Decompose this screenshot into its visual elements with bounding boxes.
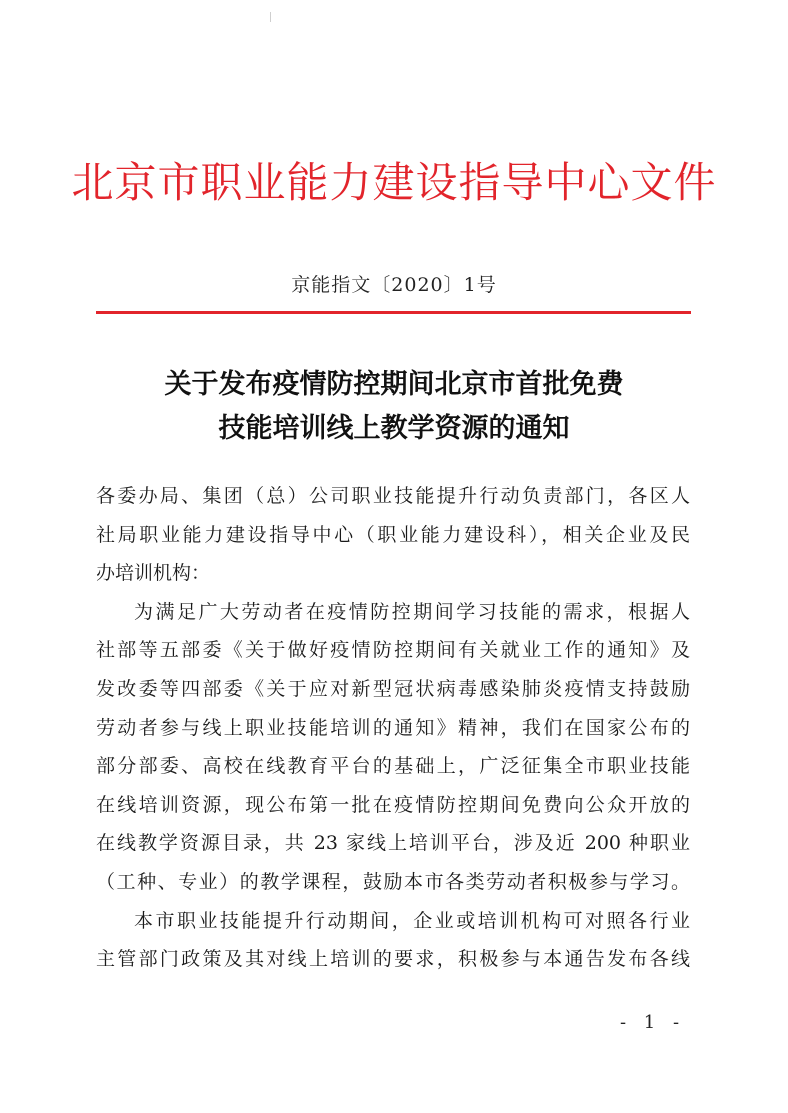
- paragraph-line: 本市职业技能提升行动期间，企业或培训机构可对照各行业: [134, 909, 690, 932]
- paragraph-line: 部分部委、高校在线教育平台的基础上，广泛征集全市职业技能: [96, 755, 690, 778]
- paragraph-line: 社部等五部委《关于做好疫情防控期间有关就业工作的通知》及: [96, 639, 690, 662]
- paragraph-line: 在线教学资源目录，共 23 家线上培训平台，涉及近 200 种职业: [96, 832, 690, 855]
- paragraph-line: 发改委等四部委《关于应对新型冠状病毒感染肺炎疫情支持鼓励: [96, 677, 690, 700]
- paragraph-line: （工种、专业）的教学课程，鼓励本市各类劳动者积极参与学习。: [96, 870, 690, 893]
- issuer-header: 北京市职业能力建设指导中心文件: [71, 158, 717, 207]
- addressee-line: 办培训机构：: [96, 562, 211, 585]
- scan-mark: [270, 12, 271, 22]
- notice-title-line-2: 技能培训线上教学资源的通知: [218, 413, 570, 444]
- notice-title-line-1: 关于发布疫情防控期间北京市首批免费: [164, 369, 624, 400]
- notice-title: [0, 363, 788, 451]
- addressee-line: 社局职业能力建设指导中心（职业能力建设科），相关企业及民: [96, 523, 690, 546]
- paragraph-line: 劳动者参与线上职业技能培训的通知》精神，我们在国家公布的: [96, 716, 690, 739]
- paragraph-line: 在线培训资源，现公布第一批在疫情防控期间免费向公众开放的: [96, 793, 690, 816]
- addressee-line: 各委办局、集团（总）公司职业技能提升行动负责部门，各区人: [96, 485, 690, 507]
- document-number: 京能指文〔2020〕1号: [291, 274, 497, 296]
- paragraph-line: 主管部门政策及其对线上培训的要求，积极参与本通告发布各线: [96, 948, 690, 971]
- red-divider-line: [96, 311, 691, 314]
- paragraph-line: 为满足广大劳动者在疫情防控期间学习技能的需求，根据人: [134, 600, 690, 623]
- page-number: - 1 -: [620, 1012, 686, 1033]
- document-body: [96, 477, 690, 979]
